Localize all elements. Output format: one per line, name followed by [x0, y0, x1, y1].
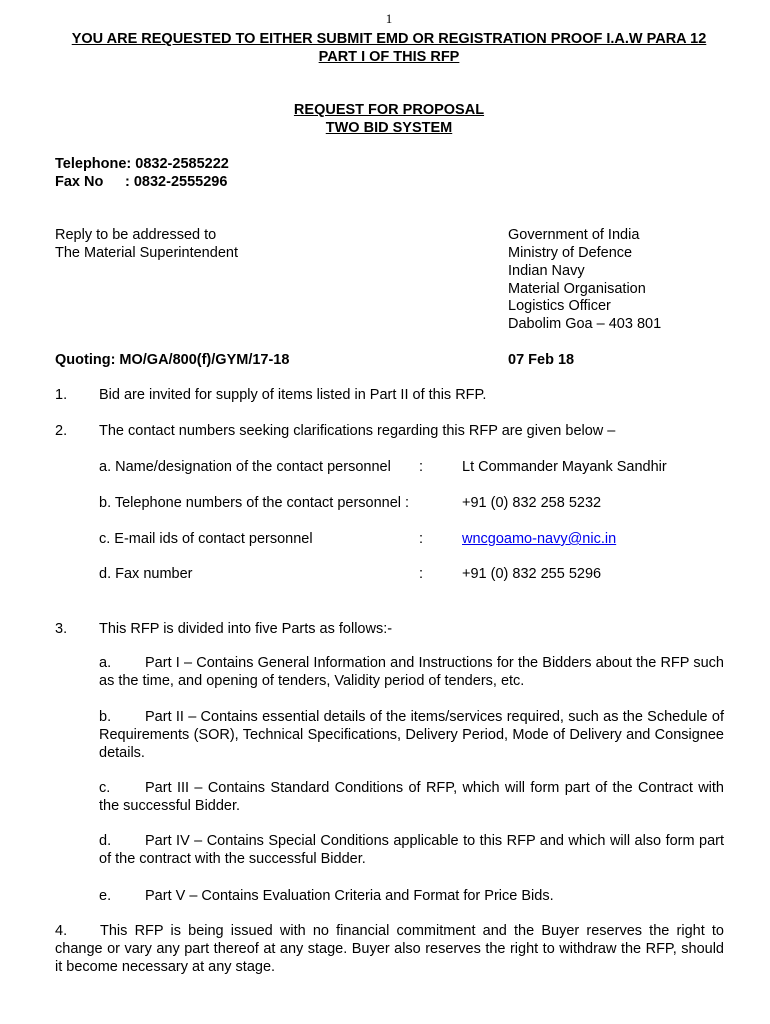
part-1-text: Part I – Contains General Information and Instructions for the Bidders about the RFP such as the time, and opening of tenders, Validity period of tenders, etc. [99, 655, 724, 689]
para-3-text: This RFP is divided into five Parts as follows:- [99, 621, 393, 637]
part-3-text: Part III – Contains Standard Conditions of RFP, which will form part of the Contract with the successful Bidder. [99, 780, 724, 814]
fax-value: : 0832-2555296 [125, 174, 228, 190]
fax-label: Fax No [55, 174, 104, 190]
part-4-description [99, 832, 724, 868]
para-3-number: 3. [55, 621, 68, 637]
part-2-letter: b. [99, 709, 112, 725]
contact-fax-label: d. Fax number [99, 566, 193, 582]
part-3-letter: c. [99, 780, 111, 796]
para-1-text: Bid are invited for supply of items listed in Part II of this RFP. [99, 387, 487, 403]
part-5-letter: e. [99, 888, 112, 904]
para-4 [55, 922, 724, 976]
para-2-number: 2. [55, 423, 68, 439]
address-line-6: Dabolim Goa – 403 801 [508, 316, 662, 332]
contact-fax-colon: : [419, 566, 424, 582]
document-subtitle: TWO BID SYSTEM [325, 120, 453, 136]
document-date: 07 Feb 18 [508, 352, 575, 368]
part-2-text: Part II – Contains essential details of the items/services required, such as the Schedule of Requirements (SOR), Technical Specifications, Delivery Period, Mode of Delivery and Consignee details. [99, 709, 724, 761]
reply-to-line-1: Reply to be addressed to [55, 227, 217, 243]
part-1-description [99, 654, 724, 690]
address-line-4: Material Organisation [508, 281, 646, 297]
contact-name-value: Lt Commander Mayank Sandhir [462, 459, 667, 475]
part-4-letter: d. [99, 833, 112, 849]
quoting-reference: Quoting: MO/GA/800(f)/GYM/17-18 [55, 352, 290, 368]
part-3-description [99, 779, 724, 815]
contact-name-colon: : [419, 459, 424, 475]
para-4-number: 4. [55, 923, 68, 939]
document-title: REQUEST FOR PROPOSAL [293, 102, 485, 118]
address-line-1: Government of India [508, 227, 640, 243]
contact-telephone-value: +91 (0) 832 258 5232 [462, 495, 602, 511]
contact-email-label: c. E-mail ids of contact personnel [99, 531, 313, 547]
part-5-text: Part V – Contains Evaluation Criteria and Format for Price Bids. [145, 888, 554, 904]
para-1-number: 1. [55, 387, 68, 403]
emd-notice-line-1: YOU ARE REQUESTED TO EITHER SUBMIT EMD OR REGISTRATION PROOF I.A.W PARA 12 [71, 31, 707, 47]
address-line-2: Ministry of Defence [508, 245, 633, 261]
part-5-description [99, 887, 724, 905]
contact-name-label: a. Name/designation of the contact personnel [99, 459, 391, 475]
address-line-3: Indian Navy [508, 263, 585, 279]
telephone-line: Telephone: 0832-2585222 [55, 156, 229, 172]
contact-telephone-label: b. Telephone numbers of the contact personnel : [99, 495, 410, 511]
contact-fax-value: +91 (0) 832 255 5296 [462, 566, 602, 582]
emd-notice-line-2: PART I OF THIS RFP [318, 49, 460, 65]
contact-email-link[interactable]: wncgoamo-navy@nic.in [462, 531, 617, 547]
part-4-text: Part IV – Contains Special Conditions applicable to this RFP and which will also form part of the contract with the successful Bidder. [99, 833, 724, 867]
page-number: 1 [385, 11, 393, 26]
para-2-text: The contact numbers seeking clarifications regarding this RFP are given below – [99, 423, 616, 439]
part-2-description [99, 708, 724, 762]
part-1-letter: a. [99, 655, 112, 671]
address-line-5: Logistics Officer [508, 298, 611, 314]
reply-to-line-2: The Material Superintendent [55, 245, 238, 261]
para-4-text: This RFP is being issued with no financial commitment and the Buyer reserves the right to change or vary any part thereof at any stage. Buyer also reserves the right to withdraw the RFP, should it become necessary at any stage. [55, 923, 724, 975]
contact-email-colon: : [419, 531, 424, 547]
